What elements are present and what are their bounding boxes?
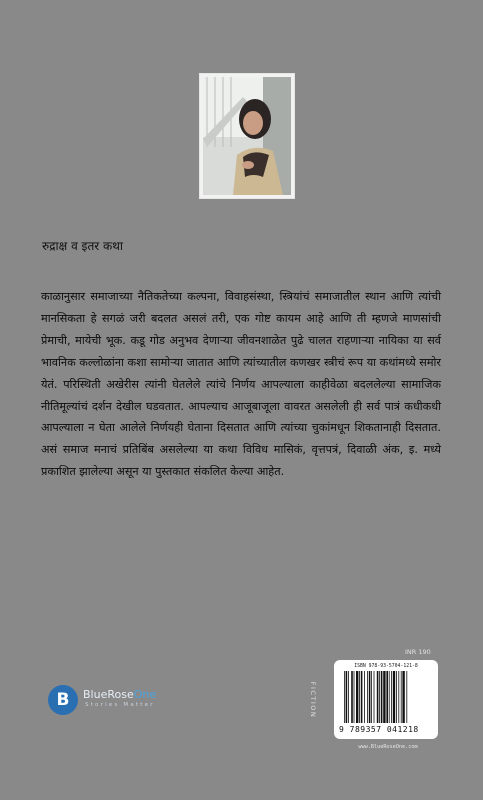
isbn-bottom-text: 9 789357 041218 xyxy=(339,725,419,734)
barcode-bars xyxy=(344,671,428,723)
author-portrait-image xyxy=(203,77,291,195)
publisher-name-part1: BlueRose xyxy=(83,688,134,701)
book-blurb: काळानुसार समाजाच्या नैतिकतेच्या कल्पना, विवाहसंस्था, स्त्रियांचं समाजातील स्थान आणि त्यांची मानसिकता हे सगळं जरी बदलत असलं तरी, एक गोष्ट कायम आहे आणि ती म्हणजे माणसांची प्रेमाची, मायेची भूक. कडू गोड अनुभव देणाऱ्या जीवनशाळेत पुढे चालत राहणाऱ्या नायिका या सर्व भावनिक कल्लोळांना कशा सामोऱ्या जातात आणि त्यांच्यातील कणखर स्त्रीचं रूप या कथांमध्ये समोर येतं. परिस्थिती अखेरीस त्यांनी घेतलेले त्यांचे निर्णय आपल्याला काहीवेळा बदललेल्या सामाजिक नीतिमूल्यांचं दर्शन देखील घडवतात. आपल्याच आजूबाजूला वावरत असलेली ही सर्व पात्रं कधीकधी आपल्याला न घेता आलेले निर्णयही घेताना दिसतात आणि त्यांच्या चुकांमधून शिकतानाही दिसतात. असं समाज मनाचं प्रतिबिंब असलेल्या या कथा विविध मासिकं, वृत्तपत्रं, दिवाळी अंक, इ. मध्ये प्रकाशित झालेल्या असून या पुस्तकात संकलित केल्या आहेत. xyxy=(41,290,441,479)
publisher-name-part2: One xyxy=(133,688,157,701)
publisher-website: www.BlueRoseOne.com xyxy=(358,744,418,750)
author-photo xyxy=(199,73,295,199)
publisher-logo xyxy=(48,685,208,721)
publisher-logo-icon: B xyxy=(48,685,78,715)
isbn-barcode xyxy=(334,660,438,739)
publisher-tagline: Stories Matter xyxy=(85,702,155,708)
isbn-top-text: ISBN 978-93-5704-121-8 xyxy=(354,664,418,669)
price-label: INR 190 xyxy=(405,648,431,656)
genre-label: FICTION xyxy=(309,681,317,719)
book-title: रुद्राक्ष व इतर कथा xyxy=(42,239,124,253)
publisher-name xyxy=(83,688,156,701)
